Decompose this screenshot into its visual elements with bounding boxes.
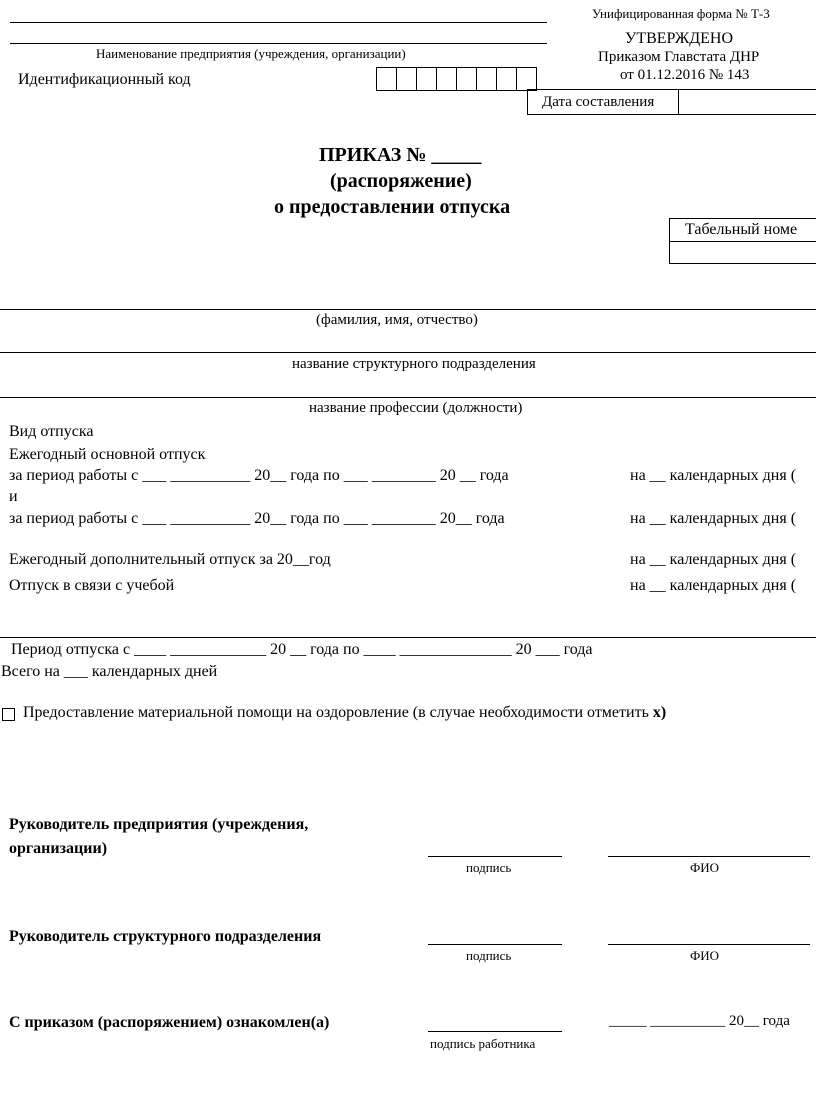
department-caption: название структурного подразделения — [292, 356, 536, 372]
work-period-2: за период работы с ___ __________ 20__ года по ___ ________ 20__ года — [9, 510, 505, 527]
tab-number-label: Табельный номе — [685, 221, 798, 238]
head-org-signature-line[interactable] — [428, 856, 562, 857]
employee-signature-caption: подпись работника — [430, 1036, 536, 1051]
assistance-label — [23, 704, 666, 722]
acquainted-date[interactable]: _____ __________ 20__ года — [609, 1013, 790, 1029]
form-label: Унифицированная форма № Т-3 — [592, 6, 770, 21]
org-name-line-1[interactable] — [10, 22, 547, 23]
leave-period: Период отпуска с ____ ____________ 20 __ года по ____ ______________ 20 ___ года — [11, 641, 593, 658]
assistance-checkbox[interactable] — [2, 708, 15, 721]
study-leave: Отпуск в связи с учебой — [9, 577, 175, 594]
date-divider — [678, 89, 679, 115]
order-subtitle: (распоряжение) — [330, 170, 472, 192]
date-label: Дата составления — [542, 94, 655, 110]
assistance-text: Предоставление материальной помощи на оздоровление (в случае необходимости отметить — [23, 704, 653, 721]
profession-caption: название профессии (должности) — [309, 400, 523, 416]
head-dept-label: Руководитель структурного подразделения — [9, 928, 322, 945]
head-org-label-1: Руководитель предприятия (учреждения, — [9, 816, 309, 833]
total-days: Всего на ___ календарных дней — [1, 663, 218, 680]
org-name-line-2[interactable] — [10, 43, 547, 44]
head-org-signature-caption: подпись — [466, 860, 512, 875]
fio-caption: (фамилия, имя, отчество) — [316, 312, 478, 328]
employee-signature-line[interactable] — [428, 1031, 562, 1032]
period-separator-line — [0, 637, 816, 638]
head-dept-fio-line[interactable] — [608, 944, 810, 945]
approved-title: УТВЕРЖДЕНО — [625, 30, 734, 47]
department-line[interactable] — [0, 352, 816, 353]
days-3: на __ календарных дня ( — [630, 551, 797, 568]
profession-line[interactable] — [0, 397, 816, 398]
assistance-mark: х) — [652, 704, 667, 721]
days-4: на __ календарных дня ( — [630, 577, 797, 594]
order-title: ПРИКАЗ № _____ — [319, 144, 482, 166]
approved-by: Приказом Главстата ДНР — [598, 49, 760, 65]
work-period-1: за период работы с ___ __________ 20__ года по ___ ________ 20 __ года — [9, 467, 509, 484]
annual-main-leave: Ежегодный основной отпуск — [9, 446, 206, 463]
acquainted-label: С приказом (распоряжением) ознакомлен(а) — [9, 1014, 330, 1031]
head-dept-fio-caption: ФИО — [690, 948, 720, 963]
head-org-fio-caption: ФИО — [690, 860, 720, 875]
additional-leave: Ежегодный дополнительный отпуск за 20__год — [9, 551, 331, 568]
days-1: на __ календарных дня ( — [630, 467, 797, 484]
leave-type-label: Вид отпуска — [9, 423, 94, 440]
approved-date: от 01.12.2016 № 143 — [620, 67, 750, 83]
tab-number-value-cell[interactable] — [670, 242, 816, 263]
fio-line[interactable] — [0, 309, 816, 310]
order-subject: о предоставлении отпуска — [274, 196, 511, 218]
head-org-fio-line[interactable] — [608, 856, 810, 857]
and-label: и — [9, 488, 18, 505]
id-code-label: Идентификационный код — [18, 71, 191, 88]
head-dept-signature-line[interactable] — [428, 944, 562, 945]
head-dept-signature-caption: подпись — [466, 948, 512, 963]
head-org-label-2: организации) — [9, 840, 108, 857]
id-code-cells[interactable] — [376, 67, 537, 91]
days-2: на __ календарных дня ( — [630, 510, 797, 527]
org-name-caption: Наименование предприятия (учреждения, организации) — [96, 46, 406, 61]
